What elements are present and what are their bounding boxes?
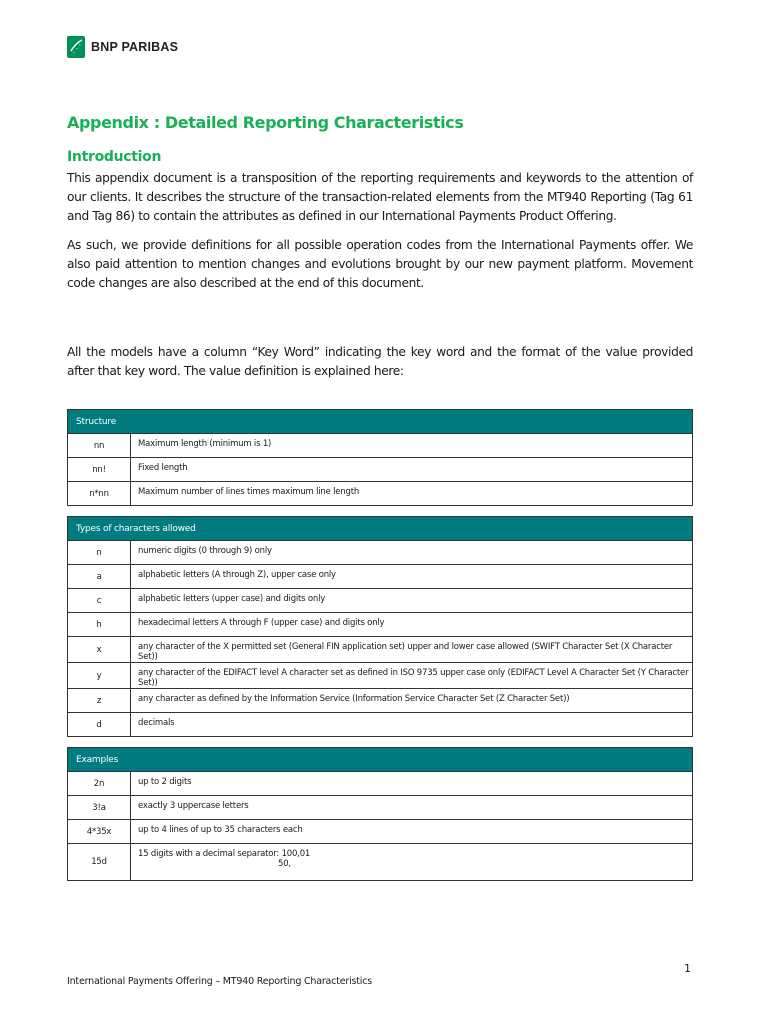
code-cell: nn bbox=[68, 434, 131, 458]
table-row bbox=[68, 820, 693, 844]
table-header: Structure bbox=[68, 410, 693, 434]
code-cell: 3!a bbox=[68, 796, 131, 820]
code-cell: 4*35x bbox=[68, 820, 131, 844]
description-cell: any character of the EDIFACT level A character set as defined in ISO 9735 upper case only (EDIFACT Level A Character Set (Y Character Set)) bbox=[131, 663, 693, 689]
code-cell: n bbox=[68, 541, 131, 565]
description-cell: Maximum number of lines times maximum line length bbox=[131, 482, 693, 506]
table-row bbox=[68, 565, 693, 589]
description-cell: Maximum length (minimum is 1) bbox=[131, 434, 693, 458]
table-row bbox=[68, 541, 693, 565]
character-types-table bbox=[67, 516, 693, 737]
description-cell: hexadecimal letters A through F (upper case) and digits only bbox=[131, 613, 693, 637]
table-header: Types of characters allowed bbox=[68, 517, 693, 541]
description-cell: decimals bbox=[131, 713, 693, 737]
description-line: 15 digits with a decimal separator: 100,01 bbox=[138, 849, 311, 859]
brand-logo bbox=[67, 36, 178, 58]
code-cell: 2n bbox=[68, 772, 131, 796]
description-cell: alphabetic letters (upper case) and digits only bbox=[131, 589, 693, 613]
description-cell: exactly 3 uppercase letters bbox=[131, 796, 693, 820]
structure-table bbox=[67, 409, 693, 506]
description-cell: any character of the X permitted set (General FIN application set) upper and lower case allowed (SWIFT Character Set (X Character Set)) bbox=[131, 637, 693, 663]
table-row bbox=[68, 613, 693, 637]
code-cell: h bbox=[68, 613, 131, 637]
paragraph-keyword: All the models have a column “Key Word” indicating the key word and the format of the value provided after that key word. The value definition is explained here: bbox=[67, 345, 693, 378]
table-row bbox=[68, 589, 693, 613]
code-cell: y bbox=[68, 663, 131, 689]
table-row bbox=[68, 772, 693, 796]
page-footer: International Payments Offering – MT940 Reporting Characteristics bbox=[67, 976, 372, 987]
table-row bbox=[68, 663, 693, 689]
code-cell: z bbox=[68, 689, 131, 713]
description-cell: alphabetic letters (A through Z), upper case only bbox=[131, 565, 693, 589]
code-cell: a bbox=[68, 565, 131, 589]
description-cell: up to 2 digits bbox=[131, 772, 693, 796]
table-header: Examples bbox=[68, 748, 693, 772]
table-row bbox=[68, 844, 693, 881]
examples-table bbox=[67, 747, 693, 881]
bnp-stars-icon bbox=[67, 36, 85, 58]
description-cell: numeric digits (0 through 9) only bbox=[131, 541, 693, 565]
paragraph-intro: This appendix document is a transposition of the reporting requirements and keywords to the attention of our clients. It describes the structure of the transaction-related elements from the MT940 Reporting (Tag 61 and Tag 86) to contain the attributes as defined in our International Payments Product Offering. bbox=[67, 171, 693, 223]
page-title: Appendix : Detailed Reporting Characteristics bbox=[67, 113, 464, 132]
table-row bbox=[68, 482, 693, 506]
table-row bbox=[68, 434, 693, 458]
code-cell: nn! bbox=[68, 458, 131, 482]
description-cell: up to 4 lines of up to 35 characters each bbox=[131, 820, 693, 844]
table-row bbox=[68, 689, 693, 713]
description-cell: Fixed length bbox=[131, 458, 693, 482]
table-row bbox=[68, 713, 693, 737]
code-cell: d bbox=[68, 713, 131, 737]
description-cell: any character as defined by the Information Service (Information Service Character Set (Z Character Set)) bbox=[131, 689, 693, 713]
code-cell: 15d bbox=[68, 844, 131, 881]
code-cell: n*nn bbox=[68, 482, 131, 506]
section-title: Introduction bbox=[67, 149, 162, 165]
code-cell: x bbox=[68, 637, 131, 663]
table-row bbox=[68, 458, 693, 482]
description-line-2: 50, bbox=[278, 859, 291, 869]
table-row bbox=[68, 637, 693, 663]
brand-name: BNP PARIBAS bbox=[91, 40, 179, 54]
paragraph-definitions: As such, we provide definitions for all possible operation codes from the International Payments offer. We also paid attention to mention changes and evolutions brought by our new payment platform. Movement code changes are also described at the end of this document. bbox=[67, 238, 693, 290]
table-row bbox=[68, 796, 693, 820]
code-cell: c bbox=[68, 589, 131, 613]
description-cell bbox=[131, 844, 693, 881]
page-number: 1 bbox=[684, 962, 691, 975]
